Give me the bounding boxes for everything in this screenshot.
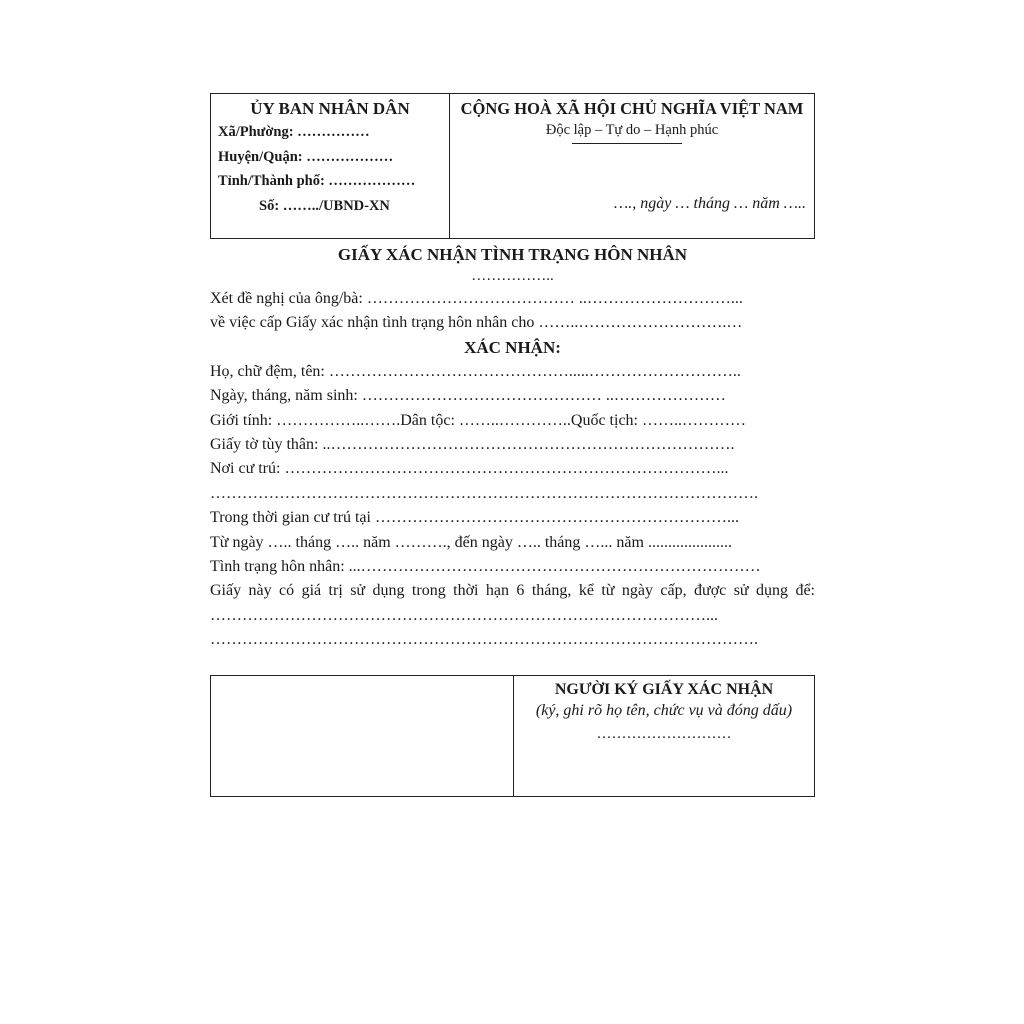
country-name: CỘNG HOÀ XÃ HỘI CHỦ NGHĨA VIỆT NAM — [460, 99, 804, 118]
document-number: Số: ……../UBND-XN — [259, 197, 390, 214]
residence-period-place-field: Trong thời gian cư trú tại …………………………………………………………... — [210, 509, 739, 527]
gender-ethnicity-nationality-field: Giới tính: ……………..…….Dân tộc: ……..…………..Quốc tịch: ……..………… — [210, 411, 746, 429]
residence-continuation: …………………………………………………………………………………………. — [210, 484, 758, 502]
signer-box — [514, 675, 815, 796]
province-field: Tỉnh/Thành phố: ……………… — [218, 173, 416, 189]
title-dots: …………….. — [471, 268, 554, 284]
signer-name-dots: ……………………… — [596, 725, 732, 742]
signer-title: NGƯỜI KÝ GIẤY XÁC NHẬN — [554, 680, 774, 698]
name-field: Họ, chữ đệm, tên: ……………………………………….....……………………….. — [210, 362, 741, 380]
section-title: XÁC NHẬN: — [464, 337, 561, 357]
intro-line-2: về việc cấp Giấy xác nhận tình trạng hôn nhân cho ……..……………………….… — [210, 314, 743, 332]
residence-field: Nơi cư trú: ………………………………………………………………………... — [210, 460, 729, 478]
validity-purpose-field: Giấy này có giá trị sử dụng trong thời hạn 6 tháng, kể từ ngày cấp, được sử dụng để: …………………………………………………………………………………... — [210, 582, 815, 624]
residence-period-dates-field: Từ ngày ….. tháng ….. năm ………., đến ngày ….. tháng …... năm ..................... — [210, 533, 732, 551]
document-title: GIẤY XÁC NHẬN TÌNH TRẠNG HÔN NHÂN — [337, 245, 688, 264]
signer-instructions: (ký, ghi rõ họ tên, chức vụ và đóng dấu) — [535, 701, 793, 719]
intro-line-1: Xét đề nghị của ông/bà: ………………………………… ..………………………... — [210, 290, 743, 307]
document-header — [210, 93, 815, 239]
date-of-birth-field: Ngày, tháng, năm sinh: ……………………………………… ..………………… — [210, 387, 726, 405]
identity-document-field: Giấy tờ tùy thân: ..…………………………………………………………………. — [210, 436, 735, 454]
marital-status-field: Tình trạng hôn nhân: ...………………………………………………………………… — [210, 558, 761, 576]
national-header-box — [450, 94, 815, 239]
issue-date: …., ngày … tháng … năm ….. — [613, 195, 806, 212]
signature-block — [210, 675, 815, 797]
district-field: Huyện/Quận: ……………… — [218, 148, 394, 165]
validity-purpose-continuation: …………………………………………………………………………………………. — [210, 631, 758, 649]
motto-underline — [572, 143, 682, 144]
national-motto: Độc lập – Tự do – Hạnh phúc — [545, 122, 719, 138]
signature-blank-area — [211, 675, 514, 796]
marriage-status-certificate — [210, 93, 815, 797]
issuing-authority-box — [211, 94, 450, 239]
commune-field: Xã/Phường: …………… — [218, 124, 370, 140]
authority-name: ỦY BAN NHÂN DÂN — [250, 99, 410, 118]
